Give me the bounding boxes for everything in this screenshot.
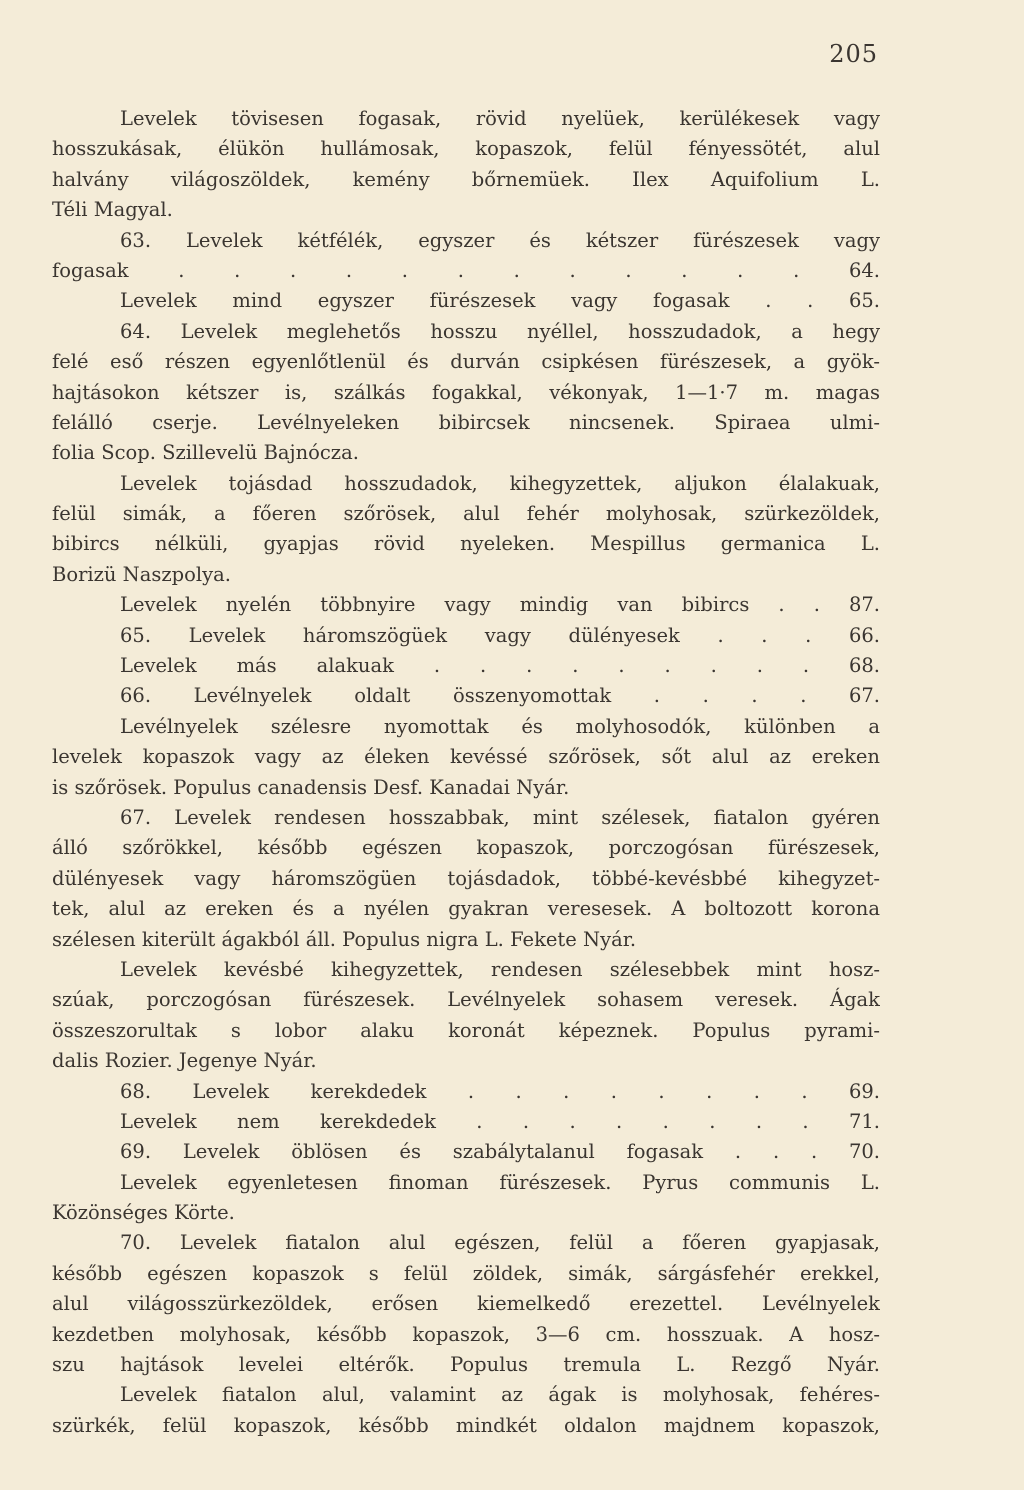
text-line: folia Scop. Szillevelü Bajnócza.	[52, 441, 359, 465]
text-line: is szőrösek. Populus canadensis Desf. Kanadai Nyár.	[52, 775, 570, 799]
text-line: 69. Levelek öblösen és szabálytalanul fogasak . . . 70.	[120, 1140, 880, 1164]
text-line: felé eső részen egyenlőtlenül és durván csipkésen fürészesek, a gyök-	[52, 350, 880, 374]
text-line: felálló cserje. Levélnyeleken bibircsek nincsenek. Spiraea ulmi-	[52, 410, 880, 434]
text-line: halvány világoszöldek, kemény bőrnemüek. Ilex Aquifolium L.	[52, 167, 880, 191]
text-line: Levélnyelek szélesre nyomottak és molyhosodók, különben a	[120, 714, 880, 738]
text-line: Borizü Naszpolya.	[52, 562, 231, 586]
text-line: kezdetben molyhosak, később kopaszok, 3—6 cm. hosszuak. A hosz-	[52, 1322, 880, 1346]
text-line: dalis Rozier. Jegenye Nyár.	[52, 1049, 317, 1073]
text-line: szu hajtások levelei eltérők. Populus tremula L. Rezgő Nyár.	[52, 1353, 880, 1377]
text-line: Levelek mind egyszer fürészesek vagy fogasak . . 65.	[120, 289, 880, 313]
text-line: 66. Levélnyelek oldalt összenyomottak . . . . 67.	[120, 684, 880, 708]
text-line: 68. Levelek kerekdedek . . . . . . . . 69.	[120, 1079, 880, 1103]
text-line: bibircs nélküli, gyapjas rövid nyeleken. Mespillus germanica L.	[52, 532, 880, 556]
text-line: levelek kopaszok vagy az éleken kevéssé szőrösek, sőt alul az ereken	[52, 745, 880, 769]
text-line: fogasak . . . . . . . . . . . . 64.	[52, 258, 880, 282]
text-line: alul világosszürkezöldek, erősen kiemelkedő erezettel. Levélnyelek	[52, 1292, 880, 1316]
text-line: tek, alul az ereken és a nyélen gyakran veresesek. A boltozott korona	[52, 897, 880, 921]
text-line: szürkék, felül kopaszok, később mindkét oldalon majdnem kopaszok,	[52, 1413, 880, 1437]
text-line: Levelek más alakuak . . . . . . . . . 68.	[120, 654, 880, 678]
text-line: 63. Levelek kétfélék, egyszer és kétszer fürészesek vagy	[120, 228, 880, 252]
text-line: Levelek kevésbé kihegyzettek, rendesen szélesebbek mint hosz-	[120, 957, 880, 981]
text-line: szélesen kiterült ágakból áll. Populus nigra L. Fekete Nyár.	[52, 927, 637, 951]
text-line: szúak, porczogósan fürészesek. Levélnyelek sohasem veresek. Ágak	[52, 988, 880, 1012]
page-number: 205	[829, 40, 878, 68]
text-line: 65. Levelek háromszögüek vagy dülényesek . . . 66.	[120, 623, 880, 647]
text-line: 67. Levelek rendesen hosszabbak, mint szélesek, fiatalon gyéren	[120, 805, 880, 829]
text-line: hajtásokon kétszer is, szálkás fogakkal, vékonyak, 1—1·7 m. magas	[52, 380, 880, 404]
text-line: felül simák, a főeren szőrösek, alul fehér molyhosak, szürkezöldek,	[52, 502, 880, 526]
text-line: 64. Levelek meglehetős hosszu nyéllel, hosszudadok, a hegy	[120, 319, 880, 343]
text-line: hosszukásak, élükön hullámosak, kopaszok, felül fényessötét, alul	[52, 137, 880, 161]
text-line: később egészen kopaszok s felül zöldek, simák, sárgásfehér erekkel,	[52, 1261, 880, 1285]
text-line: Levelek fiatalon alul, valamint az ágak is molyhosak, fehéres-	[120, 1383, 880, 1407]
text-line: összeszorultak s lobor alaku koronát képeznek. Populus pyrami-	[52, 1018, 880, 1042]
text-line: Téli Magyal.	[52, 198, 173, 222]
text-line: álló szőrökkel, később egészen kopaszok, porczogósan fürészesek,	[52, 836, 880, 860]
text-line: Levelek nyelén többnyire vagy mindig van bibircs . . 87.	[120, 593, 880, 617]
text-line: Levelek tojásdad hosszudadok, kihegyzettek, aljukon élalakuak,	[120, 471, 880, 495]
text-line: Levelek nem kerekdedek . . . . . . . . 71.	[120, 1109, 880, 1133]
text-line: dülényesek vagy háromszögüen tojásdadok, többé-kevésbbé kihegyzet-	[52, 866, 880, 890]
text-line: Levelek tövisesen fogasak, rövid nyelüek, kerülékesek vagy	[120, 107, 880, 130]
body-text	[52, 104, 880, 1441]
text-line: 70. Levelek fiatalon alul egészen, felül a főeren gyapjasak,	[120, 1231, 880, 1255]
text-line: Levelek egyenletesen finoman fürészesek. Pyrus communis L.	[120, 1170, 880, 1194]
text-line: Közönséges Körte.	[52, 1201, 235, 1225]
